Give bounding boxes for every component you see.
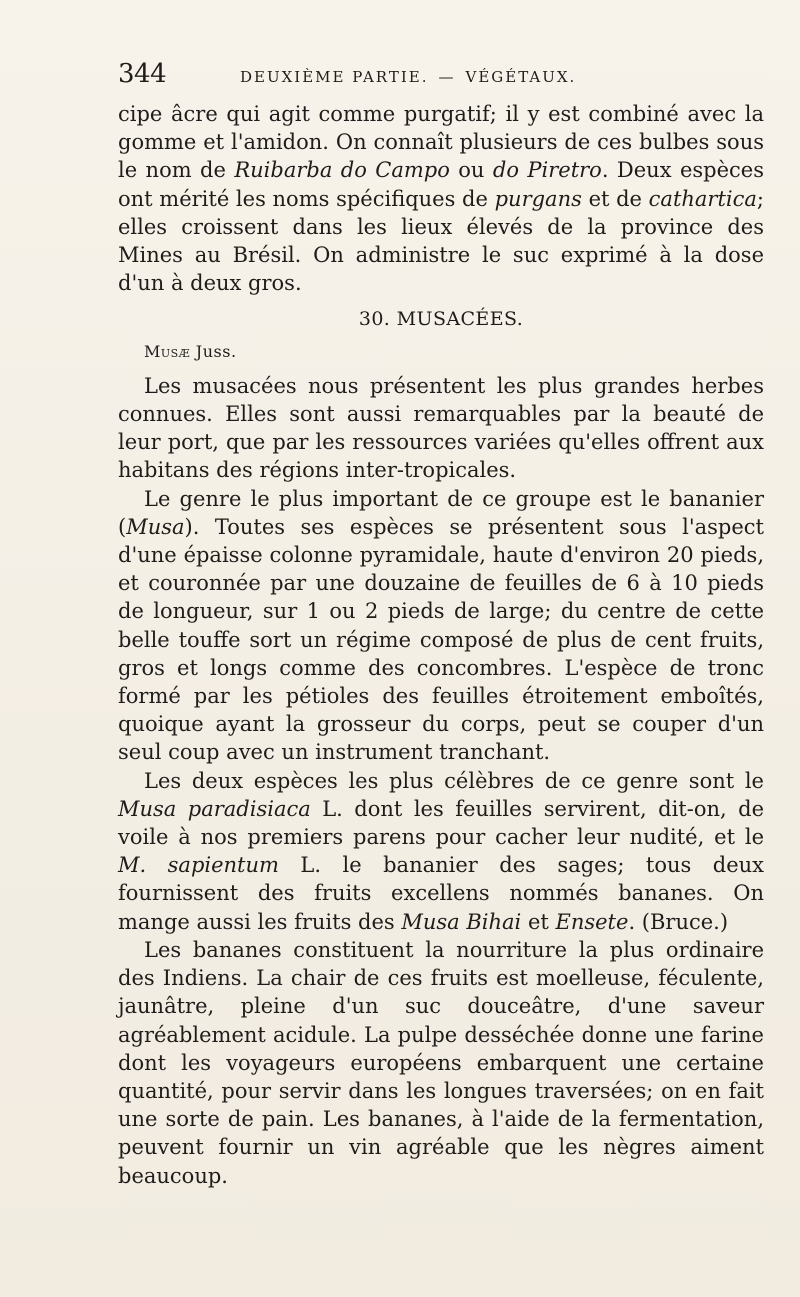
paragraph-especes-text-3: L. le bananier des sages; tous deux fournissent des fruits excellens nommés bananes. On mange aussi les fruits des — [118, 853, 764, 934]
intro-text-5: ; elles croissent dans les lieux élevés de la province des Mines au Brésil. On administre le suc exprimé à la dose d'un à deux gros. — [118, 186, 764, 296]
paragraph-especes — [118, 767, 764, 936]
intro-text-3: . Deux espèces ont mérité les noms spécifiques de — [118, 158, 764, 211]
family-author: Juss. — [195, 341, 237, 361]
page-header — [118, 60, 764, 94]
intro-paragraph — [118, 100, 764, 297]
paragraph-bananes: Les bananes constituent la nourriture la plus ordinaire des Indiens. La chair de ces fruits est moelleuse, féculente, jaunâtre, pleine d'un suc douceâtre, d'une saveur agréablement acidule. La pulpe desséchée donne une farine dont les voyageurs européens embarquent une certaine quantité, pour servir dans les longues traversées; on en fait une sorte de pain. Les bananes, à l'aide de la fermentation, peuvent fournir un vin agréable que les nègres aiment beaucoup. — [118, 937, 764, 1188]
intro-italic-1: Ruibarba do Campo — [234, 158, 450, 183]
family-label — [144, 338, 764, 366]
paragraph-especes-italic-1: Musa paradisiaca — [118, 796, 311, 821]
running-title — [240, 63, 576, 91]
page-content — [118, 60, 764, 1190]
paragraph-especes-italic-2: M. sapientum — [118, 853, 279, 878]
paragraph-especes-italic-4: Ensete — [555, 909, 629, 934]
paragraph-bananier-italic: Musa — [126, 514, 185, 539]
paragraph-especes-text-4: et — [521, 909, 556, 934]
intro-italic-2: do Piretro — [492, 158, 602, 183]
paragraph-especes-text-5: . (Bruce.) — [628, 909, 729, 934]
intro-italic-4: cathartica — [648, 186, 757, 211]
running-title-right: VÉGÉTAUX. — [465, 68, 577, 86]
running-title-dash: — — [438, 68, 456, 86]
paragraph-especes-italic-3: Musa Bihai — [401, 909, 522, 934]
family-latin-name: Musæ — [144, 341, 191, 361]
intro-text-1: cipe âcre qui agit comme purgatif; il y est combiné avec la gomme et l'amidon. On connaît plusieurs de ces bulbes sous le nom de — [118, 102, 764, 183]
paragraph-especes-text-2: L. dont les feuilles servirent, dit-on, de voile à nos premiers parens pour cacher leur nudité, et le — [118, 796, 764, 850]
paragraph-musacees-description: Les musacées nous présentent les plus grandes herbes connues. Elles sont aussi remarquables par la beauté de leur port, que par les ressources variées qu'elles offrent aux habitans des régions inter-tropicales. — [118, 373, 764, 483]
intro-text-2: ou — [449, 158, 493, 183]
intro-italic-3: purgans — [494, 186, 582, 211]
running-title-left: DEUXIÈME PARTIE. — [240, 68, 429, 86]
intro-text-4: et de — [581, 186, 649, 211]
paragraph-bananier — [118, 485, 764, 767]
paragraph-bananier-text-1: Le genre le plus important de ce groupe est le bananier ( — [118, 486, 764, 539]
paragraph-especes-text-1: Les deux espèces les plus célèbres de ce genre sont le — [144, 768, 764, 793]
page-number: 344 — [118, 59, 167, 89]
section-heading: 30. MUSACÉES. — [358, 308, 524, 331]
paragraph-bananier-text-2: ). Toutes ses espèces se présentent sous l'aspect d'une épaisse colonne pyramidale, haute d'environ 20 pieds, et couronnée par une douzaine de feuilles de 6 à 10 pieds de longueur, sur 1 ou 2 pieds de large; du centre de cette belle touffe sort un régime composé de plus de cent fruits, gros et longs comme des concombres. L'espèce de tronc formé par les pétioles des feuilles étroitement emboîtés, quoique ayant la grosseur du corps, peut se couper d'un seul coup avec un instrument tranchant. — [118, 514, 764, 765]
